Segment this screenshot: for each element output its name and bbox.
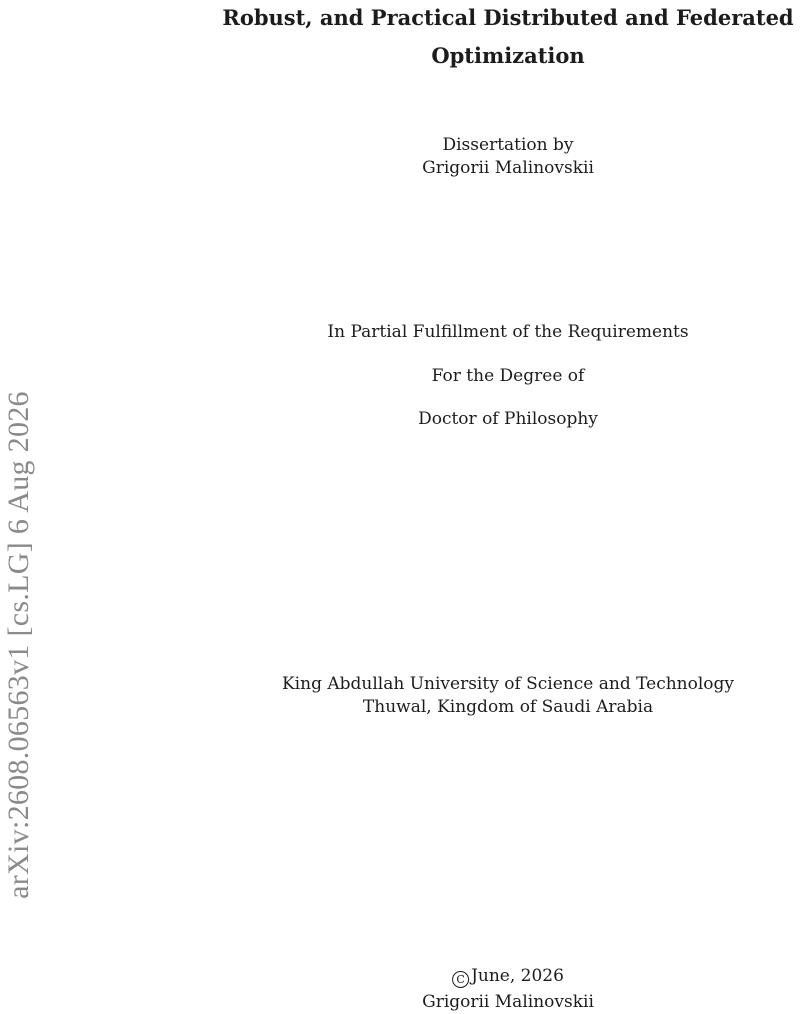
institution-location: Thuwal, Kingdom of Saudi Arabia bbox=[362, 697, 654, 717]
title-line-2: Optimization bbox=[431, 43, 585, 68]
copyright-holder-partial: Grigorii Malinovskii bbox=[422, 992, 594, 1012]
title-line-1: Robust, and Practical Distributed and Federated bbox=[222, 5, 794, 30]
copyright-icon: C bbox=[452, 971, 469, 988]
arxiv-identifier-stamp: arXiv:2608.06563v1 [cs.LG] 6 Aug 2026 bbox=[2, 391, 35, 899]
degree-for-line: For the Degree of bbox=[431, 366, 585, 386]
degree-requirements-line: In Partial Fulfillment of the Requirements bbox=[327, 322, 689, 342]
degree-name: Doctor of Philosophy bbox=[418, 409, 598, 429]
dissertation-by-label: Dissertation by bbox=[442, 135, 574, 155]
author-name: Grigorii Malinovskii bbox=[422, 158, 594, 178]
institution-name: King Abdullah University of Science and Technology bbox=[281, 674, 735, 694]
copyright-date-line bbox=[452, 965, 564, 988]
submission-date: June, 2026 bbox=[471, 966, 564, 986]
